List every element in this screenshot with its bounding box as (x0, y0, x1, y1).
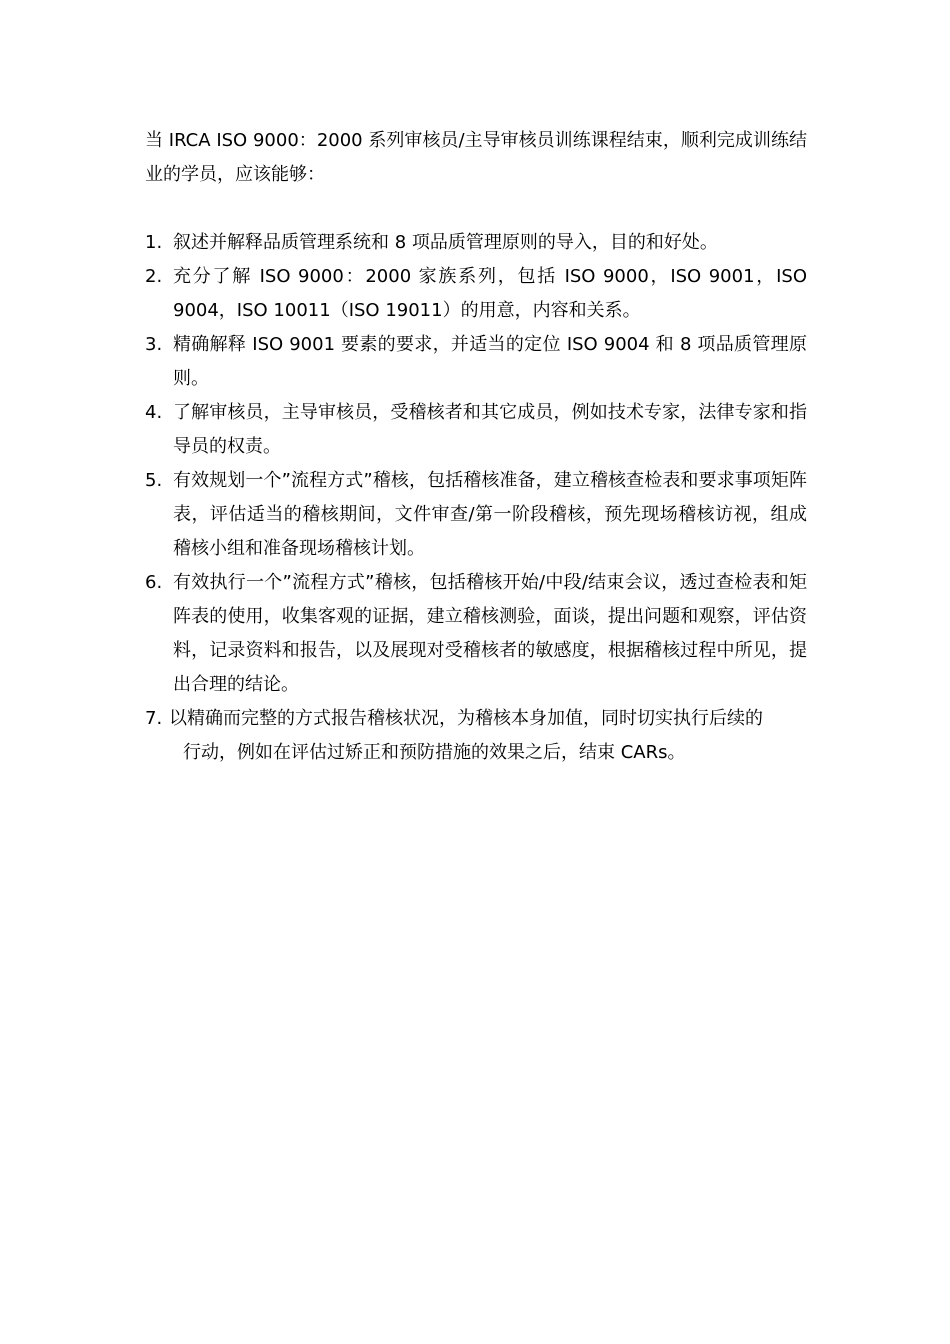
list-item (145, 260, 807, 328)
list-item-number: 2. (145, 266, 163, 287)
list-item-number: 7. (145, 708, 163, 729)
list-item-number: 1. (145, 232, 163, 253)
list-item (145, 702, 807, 770)
document-page (145, 124, 807, 770)
list-item-number: 6. (145, 572, 163, 593)
list-item-number: 3. (145, 334, 163, 355)
list-item (145, 396, 807, 464)
list-item-number: 4. (145, 402, 163, 423)
list-item-text-first-line: 以精确而完整的方式报告稽核状况，为稽核本身加值，同时切实执行后续的 (169, 708, 763, 729)
list-item (145, 566, 807, 702)
intro-paragraph: 当 IRCA ISO 9000：2000 系列审核员/主导审核员训练课程结束，顺利完成训练结业的学员，应该能够： (145, 130, 807, 185)
list-item-text: 有效执行一个”流程方式”稽核，包括稽核开始/中段/结束会议，透过查检表和矩阵表的使用，收集客观的证据，建立稽核测验，面谈，提出问题和观察，评估资料，记录资料和报告，以及展现对受稽核者的敏感度，根据稽核过程中所见，提出合理的结论。 (173, 572, 807, 695)
list-item-text: 充分了解 ISO 9000：2000 家族系列，包括 ISO 9000，ISO 9001，ISO 9004，ISO 10011（ISO 19011）的用意，内容和关系。 (173, 266, 807, 321)
objectives-list (145, 226, 807, 770)
list-item-text-continuation: 行动，例如在评估过矫正和预防措施的效果之后，结束 CARs。 (183, 742, 686, 763)
list-item-text: 了解审核员，主导审核员，受稽核者和其它成员，例如技术专家，法律专家和指导员的权责。 (173, 402, 807, 457)
list-item (145, 464, 807, 566)
list-item-text (169, 702, 807, 770)
list-item (145, 226, 807, 260)
list-item-number: 5. (145, 470, 163, 491)
list-item-text: 精确解释 ISO 9001 要素的要求，并适当的定位 ISO 9004 和 8 项品质管理原则。 (173, 334, 807, 389)
list-item-text: 有效规划一个”流程方式”稽核，包括稽核准备，建立稽核查检表和要求事项矩阵表，评估适当的稽核期间，文件审查/第一阶段稽核，预先现场稽核访视，组成稽核小组和准备现场稽核计划。 (173, 470, 807, 559)
list-item-text: 叙述并解释品质管理系统和 8 项品质管理原则的导入，目的和好处。 (173, 232, 718, 253)
list-item (145, 328, 807, 396)
